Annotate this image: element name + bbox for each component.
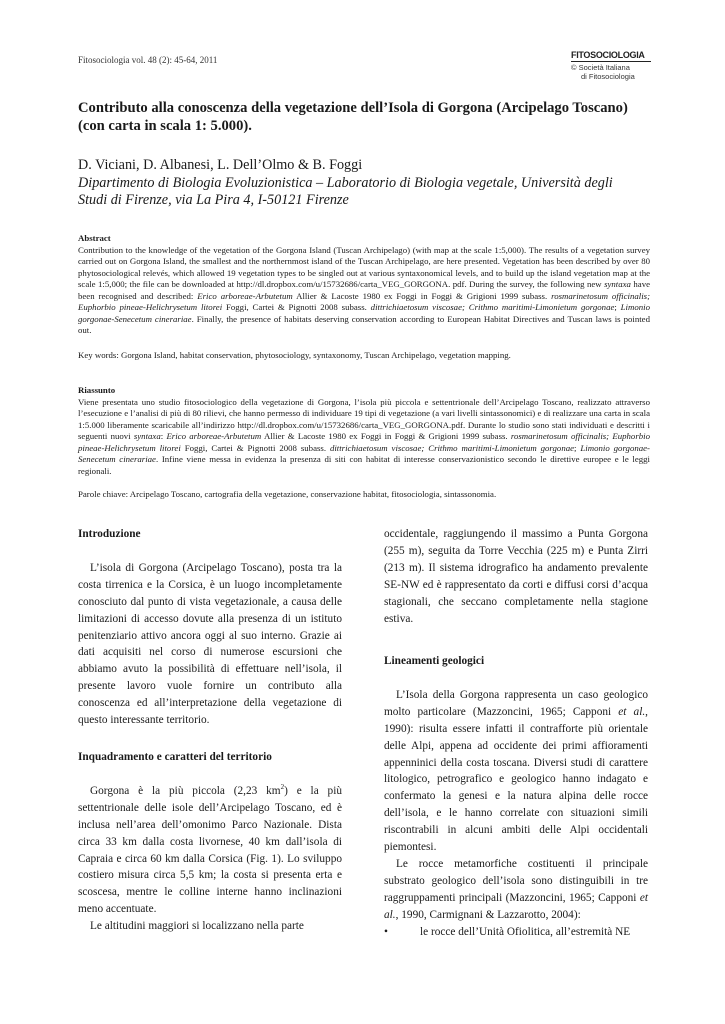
logo-wordmark: FITOSOCIOLOGIA [571, 50, 651, 62]
riassunto-italic: dittrichiaetosum viscosae; Crithmo maritimi-Limonietum gorgonae [329, 442, 575, 453]
riassunto-italic: syntaxa [133, 431, 161, 442]
inquadramento-heading: Inquadramento e caratteri del territorio [78, 751, 272, 763]
abstract-text-part: Contribution to the knowledge of the vegetation of the Gorgona Island (Tuscan Archipelago) (with map at the scale 1:5,000). The results of a vegetation survey carried out on Gorgona Island, the smallest and the northernmost island of the Tuscan Archipelago, are here presented. Vegetation has been described by over 80 phytosociological relevés, which allowed 19 vegetation types to be singled out at various syntaxonomical levels, and to build up the island vegetation map at the scale 1:5,000; the file can be downloaded at http://dl.dropbox.com/u/15732686/carta_VEG_GORGONA. pdf. During the survey, the following new [78, 244, 650, 290]
lineamenti-text-part: , 1990, Carmignani & Lazzarotto, 2004): [395, 908, 581, 921]
paper-title [78, 99, 650, 135]
inquadramento-section [78, 749, 342, 935]
inquadramento-text-part: Gorgona è la più piccola (2,23 km [90, 784, 281, 797]
riassunto-italic: rosmarinetosum officinalis; Euphorbio pineae-Helichrysetum litorei [78, 431, 650, 453]
lineamenti-section [384, 653, 648, 941]
abstract-italic: Erico arboreae-Arbutetum [197, 290, 293, 301]
lineamenti-paragraph-2 [384, 856, 648, 924]
inquadramento-paragraph-1 [78, 783, 342, 918]
inquadramento-paragraph-3: occidentale, raggiungendo il massimo a Punta Gorgona (255 m), seguita da Torre Vecchia (225 m) e Punta Zirri (213 m). Il sistema idrografico ha andamento prevalente SE-NW ed è rappresentato da corti e diffusi corsi d’acqua stagionali, che seccano completamente nella stagione estiva. [384, 528, 648, 625]
journal-logo [571, 50, 651, 81]
inquadramento-text-part: ) e la più settentrionale delle isole dell’Arcipelago Toscano, ed è inclusa nell’area dell’omonimo Parco Nazionale. Dista circa 33 km dalla costa livornese, 40 km dall’isola di Capraia e circa 60 km dalla Corsica (Fig. 1). Lo sviluppo costiero misura circa 5,5 km; la costa si presenta erta e scoscesa, mentre le colline interne hanno inclinazioni meno accentuate. [78, 784, 342, 916]
affiliation-line-1: Dipartimento di Biologia Evoluzionistica – Laboratorio di Biologia vegetale, Università degli [78, 174, 613, 191]
lineamenti-italic: et al. [384, 891, 648, 921]
affiliation-line-2: Studi di Firenze, via La Pira 4, I-50121 Firenze [78, 192, 349, 208]
riassunto-text-part: Allier & Lacoste 1980 ex Foggi in Foggi & Grigioni 1999 subass. [261, 431, 511, 442]
inquadramento-paragraph-2: Le altitudini maggiori si localizzano nella parte [90, 920, 304, 933]
lineamenti-italic: et al. [618, 705, 646, 718]
lineamenti-bullet-item [384, 924, 648, 941]
introduzione-paragraph: L’isola di Gorgona (Arcipelago Toscano), posta tra la costa tirrenica e la Corsica, è un luogo incompletamente conosciuto dal punto di vista vegetazionale, a causa delle limitazioni di accesso dovute alla presenza di un istituto penitenziario attivo ancora oggi al suo interno. Grazie ai dati acquisiti nel corso di numerose escursioni che abbiamo avuto la possibilità di effettuare nell’isola, il presente lavoro vuole fornire un contributo alla conoscenza ed all’interpretazione della vegetazione di questo interessante territorio. [78, 561, 342, 727]
riassunto-italic: Limonio gorgonae-Senecetum cinerariae [78, 442, 650, 465]
title-line-2: (con carta in scala 1: 5.000). [78, 118, 252, 134]
introduzione-section [78, 526, 342, 729]
riassunto-text-part: Viene presentata uno studio fitosociologico della vegetazione di Gorgona, l’isola più piccola e settentrionale dell’Arcipelago Toscano, realizzato attraverso l’esecuzione e l’analisi di più di 80 rilievi, che hanno permesso di individuare 19 tipi di vegetazione (a vari livelli sintassonomici) e di realizzare una carta in scala 1:5.000 liberamente scaricabile all’indirizzo http://dl.dropbox.com/u/15732686/carta_VEG_GORGONA.pdf. Durante lo studio sono stati individuati e descritti i seguenti nuovi [78, 396, 650, 442]
riassunto-text-part: Foggi, Cartei & Pignotti 2008 subass. [180, 442, 330, 453]
abstract-text-part: have been recognised and described: [78, 279, 650, 301]
lineamenti-paragraph-1 [384, 687, 648, 856]
lineamenti-text-part: Le rocce metamorfiche costituenti il principale substrato geologico dell’isola sono distinguibili in tre raggruppamenti principali (Mazzoncini, 1965; Capponi [384, 857, 648, 904]
introduzione-heading: Introduzione [78, 528, 141, 540]
author-names: D. Viciani, D. Albanesi, L. Dell’Olmo & B. Foggi [78, 157, 363, 173]
logo-subtitle [571, 63, 651, 81]
riassunto-italic: Erico arboreae-Arbutetum [166, 431, 262, 442]
journal-reference: Fitosociologia vol. 48 (2): 45-64, 2011 [78, 55, 218, 65]
bullet-text: le rocce dell’Unità Ofiolitica, all’estremità NE [420, 925, 631, 938]
abstract-italic: dittrichiaetosum viscosae; Crithmo maritimi-Limonietum gorgonae [370, 302, 615, 313]
abstract-italic: rosmarinetosum officinalis; Euphorbio pineae-Helichrysetum litorei [78, 290, 651, 313]
abstract-italic: syntaxa [604, 279, 631, 290]
parole-chiave: Parole chiave: Arcipelago Toscano, cartografia della vegetazione, conservazione habitat, fitosociologia, sintassonomia. [78, 489, 497, 499]
abstract-italic: Limonio gorgonae-Senecetum cinerariae [78, 302, 650, 324]
inquadramento-continuation [384, 526, 648, 627]
logo-line-1: © Società Italiana [571, 63, 630, 72]
abstract-text-part: Foggi, Cartei & Pignotti 2008 subass. [222, 302, 371, 313]
riassunto-text [78, 397, 650, 478]
logo-line-2: di Fitosociologia [581, 72, 635, 81]
abstract-heading: Abstract [78, 233, 111, 243]
key-words: Key words: Gorgona Island, habitat conservation, phytosociology, syntaxonomy, Tuscan Archipelago, vegetation mapping. [78, 350, 511, 360]
lineamenti-heading: Lineamenti geologici [384, 655, 485, 667]
abstract-text [78, 245, 650, 337]
lineamenti-text-part: , 1990): risulta essere infatti il contrafforte più orientale delle Alpi, appena ad occidente dei primi affioramenti appenninici della costa toscana. Diversi studi di carattere litologico, petrografico e geologico hanno indagato e confermato la genesi e la natura alpina delle rocce dell’isola, e le hanno correlate con situazioni simili riscontrabili in alcuni ambiti delle Alpi occidentali piemontesi. [384, 705, 648, 854]
authors-block [78, 157, 650, 210]
riassunto-heading: Riassunto [78, 385, 116, 395]
riassunto-text-part: ; [574, 442, 581, 453]
superscript: 2 [280, 783, 285, 792]
riassunto-text-part: : [160, 431, 167, 442]
bullet-mark: • [384, 925, 388, 938]
abstract-text-part: ; [614, 302, 621, 313]
riassunto-text-part: . Infine viene messa in evidenza la presenza di siti con habitat di interesse conservazionistico secondo le direttive europee e le leggi regionali. [78, 454, 651, 476]
abstract [78, 233, 650, 337]
riassunto [78, 385, 650, 477]
title-line-1: Contributo alla conoscenza della vegetazione dell’Isola di Gorgona (Arcipelago Toscano) [78, 100, 628, 116]
lineamenti-text-part: L’Isola della Gorgona rappresenta un caso geologico molto particolare (Mazzoncini, 1965; Capponi [384, 688, 648, 718]
abstract-text-part: . Finally, the presence of habitats deserving conservation according to European Habitat Directives and Tuscan laws is pointed out. [78, 313, 650, 336]
abstract-text-part: Allier & Lacoste 1980 ex Foggi in Foggi & Grigioni 1999 subass. [292, 290, 552, 301]
